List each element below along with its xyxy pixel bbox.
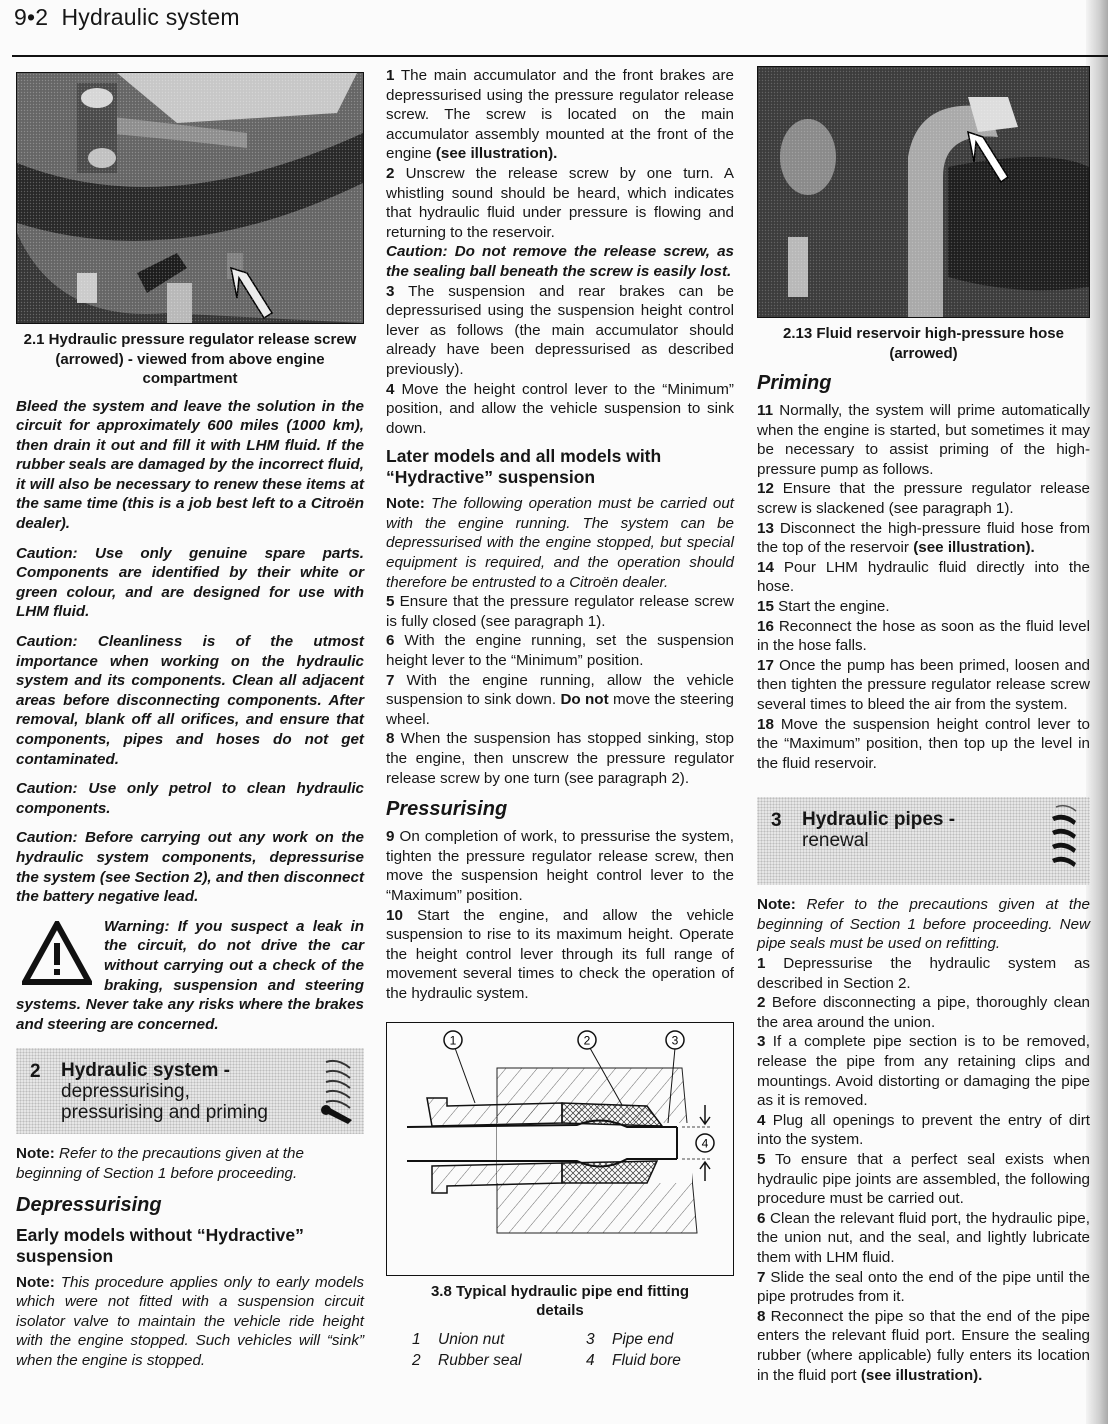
note-label: Note:: [16, 1145, 55, 1163]
paragraph-number: 3: [757, 1033, 766, 1051]
paragraph-number: 16: [757, 617, 774, 635]
paragraph-number: 4: [757, 1111, 766, 1129]
svg-text:4: 4: [701, 1136, 709, 1151]
paragraph-8: [386, 729, 734, 788]
callout-1: [444, 1031, 462, 1049]
bleed-instructions: Bleed the system and leave the solution in the circuit for approximately 600 miles (1000 km), then drain it out and fill it with LHM fluid. If the rubber seals are damaged by the incorrect fluid, it will also be necessary to renew these items at the same time (this is a job best left to a Citroën dealer).: [16, 397, 364, 533]
section-3-note: [757, 895, 1090, 954]
warning-block: [16, 917, 364, 1035]
page-number: 9•2: [14, 4, 49, 30]
paragraph-text: Depressurise the hydraulic system as described in Section 2.: [757, 955, 1090, 992]
paragraph-text: Clean the relevant fluid port, the hydraulic pipe, the union nut, and the seal, and lightly lubricate them with LHM fluid.: [757, 1209, 1090, 1266]
paragraph-number: 18: [757, 715, 774, 733]
section-subtitle-1: depressurising,: [61, 1081, 190, 1103]
paragraph-number: 5: [757, 1151, 766, 1168]
paragraph-4: [386, 380, 734, 439]
pipe-fitting-diagram: [386, 1022, 734, 1276]
callout-4: [696, 1134, 714, 1152]
paragraph-text: If a complete pipe section is to be removed, release the pipe from any retaining clips and mountings. Avoid distorting or damaging the pipe as it is removed.: [757, 1033, 1090, 1110]
engine-photo-image: [17, 73, 363, 323]
heading-depressurising: Depressurising: [16, 1193, 162, 1216]
paragraph-3: [386, 282, 734, 380]
heading-priming: Priming: [757, 372, 832, 394]
paragraph-10: [386, 906, 734, 1004]
paragraph-number: 14: [757, 558, 774, 576]
note-text: Refer to the precautions given at the beginning of Section 1 before proceeding. New pipe seals must be used on refitting.: [757, 896, 1090, 953]
paragraph-text: Start the engine, and allow the vehicle suspension to rise to its maximum height. Operate the height control lever through its full range of movement several times to check the operation of the hydraulic system.: [386, 906, 734, 1002]
paragraph-text: Slide the seal onto the end of the pipe until the pipe protrudes from it.: [757, 1268, 1090, 1306]
paragraph-number: 11: [757, 402, 774, 419]
heading-pressurising: Pressurising: [386, 798, 508, 821]
paragraph-number: 13: [757, 519, 774, 537]
paragraph-18: [757, 715, 1090, 774]
paragraph-number: 17: [757, 656, 774, 674]
warning-text: Warning: If you suspect a leak in the circuit, do not drive the car without carrying out a check of the braking, suspension and steering systems. Never take any risks where the brakes and steering are concerned.: [16, 917, 364, 1033]
heading-later-models: Later models and all models with “Hydractive” suspension: [386, 446, 662, 488]
reservoir-photo-image: [758, 67, 1089, 317]
paragraph-text: The main accumulator and the front brakes are depressurised using the pressure regulator release screw. The screw is located on the main accumulator assembly mounted at the front of the engine: [386, 67, 734, 163]
paragraph-text: Unscrew the release screw by one turn. A whistling sound should be heard, which indicates that hydraulic fluid under pressure is flowing and returning to the reservoir.: [386, 164, 734, 241]
step-8: [757, 1307, 1090, 1385]
caution-release-screw: Caution: Do not remove the release screw, as the sealing ball beneath the screw is easily lost.: [386, 243, 734, 280]
paragraph-text: On completion of work, to pressurise the system, tighten the pressure regulator release screw, then move the suspension height control lever to the “Maximum” position.: [386, 828, 734, 904]
paragraph-text: Start the engine.: [778, 597, 890, 615]
paragraph-text: Move the height control lever to the “Minimum” position, and allow the vehicle suspension to sink down.: [386, 380, 734, 437]
paragraph-number: 15: [757, 597, 774, 615]
paragraph-number: 4: [386, 380, 395, 398]
paragraph-number: 6: [386, 632, 395, 650]
paragraph-number: 3: [386, 282, 395, 300]
arrow-down-icon: [700, 1105, 710, 1124]
step-6: [757, 1209, 1090, 1268]
paragraph-text: To ensure that a perfect seal exists when hydraulic pipe joints are assembled, the following procedure must be carried out.: [757, 1151, 1090, 1208]
section-title-main: Hydraulic pipes -: [802, 809, 956, 831]
paragraph-number: 7: [386, 671, 395, 689]
svg-text:1: 1: [449, 1033, 457, 1048]
pipe-fitting-drawing: [387, 1023, 732, 1273]
paragraph-number: 6: [757, 1209, 766, 1227]
paragraph-text: Plug all openings to prevent the entry of dirt into the system.: [757, 1111, 1090, 1149]
paragraph-number: 2: [757, 994, 766, 1012]
note-text: This procedure applies only to early models which were not fitted with a suspension circuit isolator valve to maintain the vehicle ride height with the engine stopped. Such vehicles will “sink” when the engine is stopped.: [16, 1273, 364, 1369]
column-2: [386, 66, 734, 1371]
paragraph-14: [757, 558, 1090, 597]
caution-cleanliness: Caution: Cleanliness is of the utmost importance when working on the hydraulic system and its components. Clean all adjacent areas before disconnecting components. After removal, blank off all orifices, and ensure that components, pipes and hoses do not get contaminated.: [16, 633, 364, 768]
paragraph-number: 8: [386, 730, 395, 748]
section-title: [61, 1060, 268, 1123]
column-3: [757, 66, 1090, 1385]
step-4: [757, 1111, 1090, 1150]
figure-legend: [412, 1329, 734, 1371]
spanner-difficulty-icon: [1044, 803, 1084, 877]
legend-number: 1: [412, 1330, 421, 1348]
step-3: [757, 1032, 1090, 1110]
paragraph-text: The suspension and rear brakes can be depressurised using the suspension height control lever as follows (the main accumulator should already have been depressurised as described previously).: [386, 282, 734, 378]
svg-text:3: 3: [671, 1033, 679, 1048]
header-divider: [12, 55, 1108, 57]
paragraph-text: Before disconnecting a pipe, thoroughly clean the area around the union.: [757, 994, 1090, 1031]
page-header: [14, 4, 240, 31]
paragraph-number: 12: [757, 480, 774, 498]
illustration-reference: (see illustration).: [435, 145, 558, 163]
paragraph-number: 9: [386, 828, 395, 846]
legend-label: Fluid bore: [612, 1351, 681, 1369]
section-2-note: [16, 1144, 364, 1183]
note-text: Refer to the precautions given at the beginning of Section 1 before proceeding.: [16, 1145, 304, 1182]
paragraph-text: Pour LHM hydraulic fluid directly into the hose.: [757, 558, 1090, 596]
paragraph-number: 7: [757, 1268, 766, 1286]
paragraph-number: 1: [386, 67, 395, 84]
paragraph-text: Move the suspension height control lever to the “Maximum” position, then top up the level in the fluid reservoir.: [757, 715, 1090, 772]
paragraph-text: Reconnect the pipe so that the end of the pipe enters the relevant fluid port. Ensure the sealing rubber (where applicable) fully enters its location in the fluid port: [757, 1307, 1090, 1384]
note-label: Note:: [386, 495, 425, 513]
figure-caption-2-13: 2.13 Fluid reservoir high-pressure hose (arrowed): [783, 325, 1064, 362]
paragraph-16: [757, 617, 1090, 656]
paragraph-text: Ensure that the pressure regulator release screw is fully closed (see paragraph 1).: [386, 593, 734, 630]
legend-label: Rubber seal: [438, 1351, 522, 1369]
note-label: Note:: [16, 1273, 55, 1291]
legend-number: 4: [586, 1351, 595, 1369]
paragraph-7: [386, 671, 734, 730]
legend-label: Union nut: [438, 1330, 505, 1348]
section-number: 3: [771, 810, 782, 832]
paragraph-17: [757, 656, 1090, 715]
photo-2-1: [16, 72, 364, 324]
emphasis-text: Do not: [560, 691, 609, 709]
paragraph-text: Normally, the system will prime automatically when the engine is started, but sometimes it may be necessary to assist priming of the high-pressure pump as follows.: [757, 402, 1090, 478]
paragraph-number: 8: [757, 1307, 766, 1325]
note-label: Note:: [757, 896, 796, 914]
paragraph-12: [757, 479, 1090, 518]
step-1: [757, 954, 1090, 993]
warning-triangle-icon: [22, 921, 92, 985]
paragraph-text: With the engine running, set the suspension height lever to the “Minimum” position.: [386, 632, 734, 670]
paragraph-text: When the suspension has stopped sinking, stop the engine, then unscrew the pressure regulator release screw by one turn (see paragraph 2).: [386, 730, 734, 787]
section-title: [802, 809, 955, 851]
section-subtitle-2: pressurising and priming: [61, 1102, 268, 1124]
heading-early-models: Early models without “Hydractive” suspension: [16, 1224, 304, 1266]
paragraph-15: [757, 597, 1090, 617]
paragraph-text: Ensure that the pressure regulator release screw is slackened (see paragraph 1).: [757, 480, 1090, 517]
section-number: 2: [30, 1061, 41, 1083]
paragraph-6: [386, 631, 734, 670]
note-text: The following operation must be carried out with the engine running. The system can be depressurised with the engine stopped, but special equipment is required, and the operation should therefore be entrusted to a Citroën dealer.: [386, 495, 734, 591]
paragraph-5: [386, 592, 734, 631]
figure-caption-3-8: 3.8 Typical hydraulic pipe end fitting details: [430, 1282, 690, 1320]
paragraph-text: Reconnect the hose as soon as the fluid level in the hose falls.: [757, 617, 1090, 655]
svg-text:2: 2: [583, 1033, 591, 1048]
paragraph-9: [386, 827, 734, 905]
paragraph-number: 10: [386, 906, 403, 924]
later-models-note: [386, 494, 734, 592]
arrow-up-icon: [700, 1162, 710, 1181]
callout-3: [666, 1031, 684, 1049]
legend-number: 2: [412, 1351, 421, 1369]
caution-genuine-parts: Caution: Use only genuine spare parts. Components are identified by their white or green colour, and are designed for use with LHM fluid.: [16, 544, 364, 621]
legend-number: 3: [586, 1330, 595, 1348]
column-1: [16, 72, 364, 1370]
spanner-difficulty-icon: [318, 1054, 358, 1128]
figure-caption-2-1: 2.1 Hydraulic pressure regulator release screw (arrowed) - viewed from above engine compartment: [23, 331, 357, 387]
section-title-main: Hydraulic system -: [61, 1060, 230, 1082]
legend-label: Pipe end: [612, 1330, 674, 1348]
step-5: [757, 1150, 1090, 1209]
caution-depressurise: Caution: Before carrying out any work on the hydraulic system components, depressurise the system (see Section 2), and then disconnect the battery negative lead.: [16, 829, 364, 906]
section-subtitle: renewal: [802, 830, 869, 852]
section-3-header: [757, 797, 1090, 885]
paragraph-11: [757, 401, 1090, 479]
section-2-header: [16, 1048, 364, 1134]
paragraph-number: 1: [757, 955, 766, 973]
photo-2-13: [757, 66, 1090, 318]
early-models-note: [16, 1273, 364, 1371]
illustration-reference: (see illustration).: [860, 1366, 983, 1384]
paragraph-text: With the engine running, allow the vehicle suspension to sink down.: [386, 671, 734, 709]
caution-petrol: Caution: Use only petrol to clean hydraulic components.: [16, 780, 364, 817]
page-title: Hydraulic system: [61, 4, 240, 30]
step-7: [757, 1268, 1090, 1307]
paragraph-1: [386, 66, 734, 164]
paragraph-number: 2: [386, 164, 395, 182]
callout-2: [578, 1031, 596, 1049]
step-2: [757, 993, 1090, 1032]
paragraph-text: Once the pump has been primed, loosen and then tighten the pressure regulator release screw several times to bleed the air from the system.: [757, 656, 1090, 713]
paragraph-2: [386, 164, 734, 242]
illustration-reference: (see illustration).: [913, 539, 1035, 557]
paragraph-number: 5: [386, 593, 395, 611]
paragraph-text: Disconnect the high-pressure fluid hose from the top of the reservoir: [757, 519, 1090, 557]
paragraph-13: [757, 519, 1090, 558]
paragraph-text: move the steering wheel.: [386, 691, 734, 728]
